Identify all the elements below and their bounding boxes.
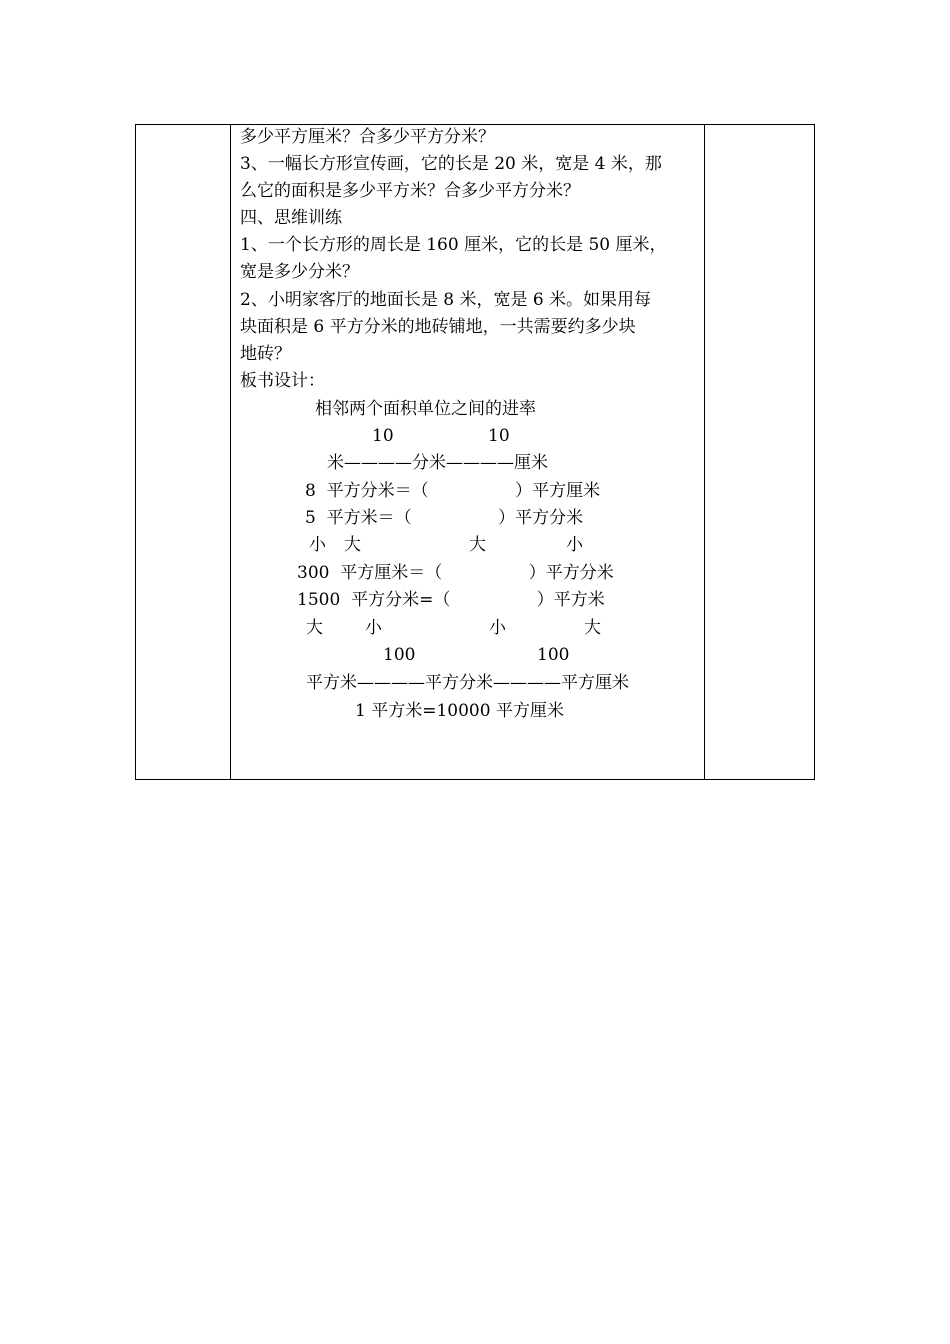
rate-10-left: 10	[372, 426, 394, 446]
exercise-1: 8 平方分米＝（ ）平方厘米	[305, 481, 601, 501]
text-line-8: 块面积是 6 平方分米的地砖铺地，一共需要约多少块	[240, 317, 636, 337]
rate-100-right: 100	[537, 645, 570, 665]
exercise-4: 1500 平方分米=（ ）平方米	[297, 590, 605, 610]
text-line-6: 宽是多少分米？	[240, 262, 359, 282]
size-big-2: 大	[469, 535, 486, 555]
text-line-3: 么它的面积是多少平方米？合多少平方分米？	[240, 181, 580, 201]
exercise-2: 5 平方米＝（ ）平方分米	[305, 508, 584, 528]
text-line-7: 2、小明家客厅的地面长是 8 米，宽是 6 米。如果用每	[240, 290, 652, 310]
text-line-5: 1、一个长方形的周长是 160 厘米，它的长是 50 厘米，	[240, 235, 667, 255]
board-title: 相邻两个面积单位之间的进率	[315, 399, 536, 419]
rate-10-right: 10	[488, 426, 510, 446]
length-unit-chain: 米————分米————厘米	[327, 453, 548, 473]
rate-100-left: 100	[383, 645, 416, 665]
size-big-3: 大	[306, 618, 323, 638]
size-big-1: 大	[344, 535, 361, 555]
size-small-4: 小	[489, 618, 506, 638]
size-small-2: 小	[566, 535, 583, 555]
text-line-2: 3、一幅长方形宣传画，它的长是 20 米，宽是 4 米，那	[240, 154, 662, 174]
size-small-1: 小	[309, 535, 326, 555]
text-line-9: 地砖？	[240, 344, 291, 364]
text-line-1: 多少平方厘米？合多少平方分米？	[240, 127, 495, 147]
size-big-4: 大	[584, 618, 601, 638]
exercise-3: 300 平方厘米＝（ ）平方分米	[297, 563, 614, 583]
column-divider-right	[704, 125, 705, 779]
size-small-3: 小	[365, 618, 382, 638]
section-heading: 四、思维训练	[240, 208, 342, 228]
conclusion: 1 平方米=10000 平方厘米	[355, 701, 564, 721]
column-divider-left	[230, 125, 231, 779]
board-design-label: 板书设计：	[240, 371, 325, 391]
area-unit-chain: 平方米————平方分米————平方厘米	[306, 673, 629, 693]
